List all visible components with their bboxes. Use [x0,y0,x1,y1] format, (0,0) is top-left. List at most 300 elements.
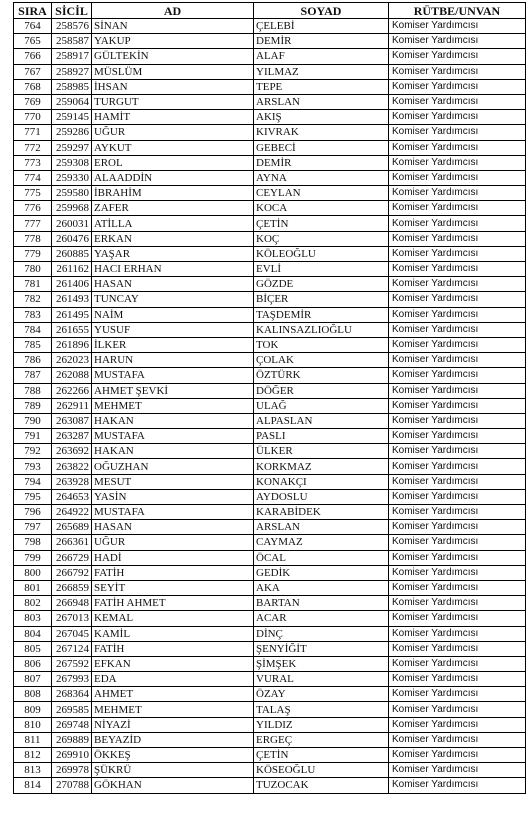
cell-rutbe: Komiser Yardımcısı [389,262,526,277]
cell-ad: ATİLLA [92,216,254,231]
table-row [14,353,526,368]
cell-ad: ŞÜKRÜ [92,763,254,778]
cell-sira: 769 [14,94,52,109]
cell-rutbe: Komiser Yardımcısı [389,489,526,504]
cell-ad: FATİH [92,641,254,656]
cell-soyad: CEYLAN [254,186,389,201]
cell-sira: 768 [14,79,52,94]
cell-ad: ALAADDİN [92,170,254,185]
cell-rutbe: Komiser Yardımcısı [389,322,526,337]
table-row [14,748,526,763]
table-row [14,717,526,732]
cell-ad: MUSTAFA [92,429,254,444]
cell-sira: 805 [14,641,52,656]
table-row [14,216,526,231]
cell-rutbe: Komiser Yardımcısı [389,292,526,307]
cell-sira: 787 [14,368,52,383]
table-row [14,307,526,322]
cell-soyad: DİNÇ [254,626,389,641]
cell-rutbe: Komiser Yardımcısı [389,19,526,34]
cell-sicil: 267045 [52,626,92,641]
cell-sira: 801 [14,580,52,595]
cell-sicil: 258587 [52,34,92,49]
cell-rutbe: Komiser Yardımcısı [389,231,526,246]
cell-sira: 797 [14,520,52,535]
cell-sira: 791 [14,429,52,444]
table-row [14,505,526,520]
cell-sicil: 264922 [52,505,92,520]
cell-sicil: 266729 [52,550,92,565]
table-row [14,656,526,671]
cell-sira: 795 [14,489,52,504]
cell-ad: MÜSLÜM [92,64,254,79]
cell-ad: İLKER [92,337,254,352]
personnel-table [13,2,526,794]
cell-sira: 781 [14,277,52,292]
cell-rutbe: Komiser Yardımcısı [389,748,526,763]
cell-sicil: 270788 [52,778,92,793]
cell-ad: ÖKKEŞ [92,748,254,763]
cell-soyad: GEBECİ [254,140,389,155]
table-row [14,641,526,656]
cell-soyad: ÖZTÜRK [254,368,389,383]
table-row [14,489,526,504]
cell-soyad: KARABİDEK [254,505,389,520]
cell-sicil: 260031 [52,216,92,231]
cell-ad: İHSAN [92,79,254,94]
cell-rutbe: Komiser Yardımcısı [389,49,526,64]
cell-rutbe: Komiser Yardımcısı [389,459,526,474]
cell-ad: NİYAZİ [92,717,254,732]
cell-ad: EDA [92,672,254,687]
cell-sicil: 266361 [52,535,92,550]
cell-rutbe: Komiser Yardımcısı [389,140,526,155]
cell-soyad: AYDOSLU [254,489,389,504]
cell-sira: 764 [14,19,52,34]
cell-sira: 776 [14,201,52,216]
cell-soyad: ÖCAL [254,550,389,565]
cell-sira: 809 [14,702,52,717]
table-row [14,94,526,109]
cell-ad: HASAN [92,520,254,535]
cell-sira: 806 [14,656,52,671]
cell-soyad: YILDIZ [254,717,389,732]
cell-rutbe: Komiser Yardımcısı [389,596,526,611]
cell-rutbe: Komiser Yardımcısı [389,505,526,520]
cell-soyad: ÇETİN [254,748,389,763]
cell-soyad: DEMİR [254,155,389,170]
cell-soyad: ÖZAY [254,687,389,702]
table-row [14,672,526,687]
cell-ad: KEMAL [92,611,254,626]
cell-sicil: 263287 [52,429,92,444]
table-row [14,34,526,49]
table-row [14,687,526,702]
cell-sicil: 269910 [52,748,92,763]
cell-ad: TURGUT [92,94,254,109]
cell-sira: 766 [14,49,52,64]
cell-soyad: ARSLAN [254,94,389,109]
cell-sicil: 262911 [52,398,92,413]
cell-soyad: KÖLEOĞLU [254,246,389,261]
cell-sira: 775 [14,186,52,201]
cell-rutbe: Komiser Yardımcısı [389,763,526,778]
cell-ad: İBRAHİM [92,186,254,201]
cell-sicil: 259968 [52,201,92,216]
cell-sicil: 259580 [52,186,92,201]
cell-rutbe: Komiser Yardımcısı [389,672,526,687]
cell-soyad: BİÇER [254,292,389,307]
cell-sira: 800 [14,565,52,580]
table-row [14,413,526,428]
cell-sira: 785 [14,337,52,352]
cell-sicil: 258927 [52,64,92,79]
table-row [14,49,526,64]
cell-sira: 778 [14,231,52,246]
header-sicil: SİCİL [52,3,92,19]
cell-rutbe: Komiser Yardımcısı [389,110,526,125]
table-row [14,170,526,185]
cell-soyad: KIVRAK [254,125,389,140]
cell-ad: SEYİT [92,580,254,595]
header-rutbe: RÜTBE/UNVAN [389,3,526,19]
table-row [14,596,526,611]
cell-sicil: 262088 [52,368,92,383]
cell-sira: 810 [14,717,52,732]
cell-rutbe: Komiser Yardımcısı [389,702,526,717]
cell-rutbe: Komiser Yardımcısı [389,641,526,656]
cell-sira: 788 [14,383,52,398]
cell-sicil: 260476 [52,231,92,246]
cell-rutbe: Komiser Yardımcısı [389,64,526,79]
cell-ad: GÖKHAN [92,778,254,793]
cell-sira: 793 [14,459,52,474]
cell-soyad: KÖSEOĞLU [254,763,389,778]
table-row [14,626,526,641]
cell-soyad: ŞİMŞEK [254,656,389,671]
cell-sicil: 269889 [52,732,92,747]
table-row [14,186,526,201]
cell-rutbe: Komiser Yardımcısı [389,565,526,580]
cell-sicil: 269978 [52,763,92,778]
table-row [14,732,526,747]
cell-sira: 814 [14,778,52,793]
cell-sicil: 259297 [52,140,92,155]
cell-sicil: 266859 [52,580,92,595]
cell-soyad: ÇETİN [254,216,389,231]
cell-sicil: 267124 [52,641,92,656]
cell-ad: AHMET [92,687,254,702]
cell-soyad: ÇOLAK [254,353,389,368]
table-row [14,140,526,155]
cell-sicil: 261162 [52,262,92,277]
cell-sira: 794 [14,474,52,489]
cell-sicil: 261493 [52,292,92,307]
cell-rutbe: Komiser Yardımcısı [389,307,526,322]
cell-sira: 796 [14,505,52,520]
cell-sira: 804 [14,626,52,641]
cell-rutbe: Komiser Yardımcısı [389,383,526,398]
cell-ad: BEYAZİD [92,732,254,747]
cell-rutbe: Komiser Yardımcısı [389,626,526,641]
cell-sira: 799 [14,550,52,565]
cell-ad: HAKAN [92,444,254,459]
cell-soyad: YILMAZ [254,64,389,79]
cell-soyad: AKIŞ [254,110,389,125]
cell-ad: YAKUP [92,34,254,49]
cell-rutbe: Komiser Yardımcısı [389,398,526,413]
cell-sicil: 267592 [52,656,92,671]
cell-sira: 773 [14,155,52,170]
cell-ad: HASAN [92,277,254,292]
cell-soyad: TEPE [254,79,389,94]
cell-sicil: 263928 [52,474,92,489]
cell-ad: MEHMET [92,398,254,413]
cell-sira: 770 [14,110,52,125]
cell-rutbe: Komiser Yardımcısı [389,337,526,352]
cell-ad: TUNCAY [92,292,254,307]
cell-rutbe: Komiser Yardımcısı [389,277,526,292]
cell-sira: 789 [14,398,52,413]
cell-rutbe: Komiser Yardımcısı [389,353,526,368]
cell-soyad: PASLI [254,429,389,444]
table-row [14,19,526,34]
cell-sicil: 258576 [52,19,92,34]
cell-sicil: 269748 [52,717,92,732]
cell-ad: YASİN [92,489,254,504]
cell-ad: OĞUZHAN [92,459,254,474]
header-row [14,3,526,19]
cell-sira: 798 [14,535,52,550]
table-row [14,246,526,261]
cell-ad: HAMİT [92,110,254,125]
cell-soyad: AKA [254,580,389,595]
cell-rutbe: Komiser Yardımcısı [389,34,526,49]
cell-rutbe: Komiser Yardımcısı [389,778,526,793]
cell-sira: 772 [14,140,52,155]
cell-sicil: 258985 [52,79,92,94]
table-row [14,580,526,595]
cell-sicil: 261896 [52,337,92,352]
cell-soyad: GÖZDE [254,277,389,292]
cell-rutbe: Komiser Yardımcısı [389,186,526,201]
cell-sicil: 265689 [52,520,92,535]
cell-ad: UĞUR [92,535,254,550]
cell-sira: 792 [14,444,52,459]
table-row [14,429,526,444]
cell-soyad: KOÇ [254,231,389,246]
cell-sira: 782 [14,292,52,307]
cell-rutbe: Komiser Yardımcısı [389,170,526,185]
cell-soyad: ŞENYİĞİT [254,641,389,656]
table-row [14,292,526,307]
table-row [14,565,526,580]
cell-soyad: ALAF [254,49,389,64]
cell-ad: FATİH AHMET [92,596,254,611]
cell-soyad: TALAŞ [254,702,389,717]
cell-ad: GÜLTEKİN [92,49,254,64]
cell-rutbe: Komiser Yardımcısı [389,520,526,535]
header-ad: AD [92,3,254,19]
cell-sira: 784 [14,322,52,337]
cell-soyad: ARSLAN [254,520,389,535]
cell-sicil: 266948 [52,596,92,611]
cell-soyad: BARTAN [254,596,389,611]
cell-sira: 790 [14,413,52,428]
cell-sira: 808 [14,687,52,702]
cell-sicil: 261495 [52,307,92,322]
cell-ad: HAKAN [92,413,254,428]
cell-ad: YAŞAR [92,246,254,261]
cell-rutbe: Komiser Yardımcısı [389,550,526,565]
table-row [14,322,526,337]
cell-ad: FATİH [92,565,254,580]
cell-rutbe: Komiser Yardımcısı [389,580,526,595]
cell-rutbe: Komiser Yardımcısı [389,246,526,261]
cell-soyad: ÜLKER [254,444,389,459]
cell-soyad: ULAĞ [254,398,389,413]
cell-sicil: 261655 [52,322,92,337]
cell-sicil: 259308 [52,155,92,170]
cell-soyad: TUZOCAK [254,778,389,793]
cell-soyad: KONAKÇI [254,474,389,489]
cell-sira: 786 [14,353,52,368]
cell-sira: 774 [14,170,52,185]
cell-ad: ZAFER [92,201,254,216]
table-row [14,262,526,277]
header-sira: SIRA [14,3,52,19]
table-row [14,702,526,717]
cell-sicil: 261406 [52,277,92,292]
table-row [14,277,526,292]
cell-ad: HARUN [92,353,254,368]
cell-rutbe: Komiser Yardımcısı [389,155,526,170]
cell-rutbe: Komiser Yardımcısı [389,687,526,702]
cell-soyad: ALPASLAN [254,413,389,428]
cell-rutbe: Komiser Yardımcısı [389,125,526,140]
cell-rutbe: Komiser Yardımcısı [389,94,526,109]
table-header [14,3,526,19]
cell-sicil: 269585 [52,702,92,717]
cell-soyad: ERGEÇ [254,732,389,747]
cell-soyad: ÇELEBİ [254,19,389,34]
cell-rutbe: Komiser Yardımcısı [389,535,526,550]
cell-ad: SİNAN [92,19,254,34]
cell-sicil: 263087 [52,413,92,428]
table-row [14,337,526,352]
cell-rutbe: Komiser Yardımcısı [389,429,526,444]
cell-rutbe: Komiser Yardımcısı [389,444,526,459]
cell-sicil: 263822 [52,459,92,474]
table-row [14,155,526,170]
cell-ad: EROL [92,155,254,170]
cell-soyad: DÖĞER [254,383,389,398]
cell-sicil: 264653 [52,489,92,504]
cell-ad: HADİ [92,550,254,565]
cell-soyad: KORKMAZ [254,459,389,474]
cell-soyad: TOK [254,337,389,352]
cell-ad: KAMİL [92,626,254,641]
cell-sicil: 263692 [52,444,92,459]
table-row [14,763,526,778]
personnel-list-sheet [13,2,525,794]
cell-sira: 777 [14,216,52,231]
table-row [14,520,526,535]
cell-sicil: 259330 [52,170,92,185]
cell-soyad: ACAR [254,611,389,626]
cell-ad: MUSTAFA [92,505,254,520]
table-row [14,125,526,140]
cell-soyad: KALINSAZLIOĞLU [254,322,389,337]
header-soyad: SOYAD [254,3,389,19]
cell-rutbe: Komiser Yardımcısı [389,717,526,732]
cell-soyad: AYNA [254,170,389,185]
cell-sira: 802 [14,596,52,611]
table-row [14,79,526,94]
cell-sira: 780 [14,262,52,277]
cell-sira: 813 [14,763,52,778]
cell-sicil: 266792 [52,565,92,580]
cell-rutbe: Komiser Yardımcısı [389,201,526,216]
cell-ad: MEHMET [92,702,254,717]
cell-sira: 803 [14,611,52,626]
table-body [14,19,526,794]
cell-ad: YUSUF [92,322,254,337]
cell-rutbe: Komiser Yardımcısı [389,611,526,626]
cell-sicil: 259064 [52,94,92,109]
cell-ad: AHMET ŞEVKİ [92,383,254,398]
cell-rutbe: Komiser Yardımcısı [389,368,526,383]
cell-soyad: CAYMAZ [254,535,389,550]
cell-rutbe: Komiser Yardımcısı [389,216,526,231]
cell-soyad: KOCA [254,201,389,216]
cell-rutbe: Komiser Yardımcısı [389,732,526,747]
table-row [14,474,526,489]
cell-sira: 812 [14,748,52,763]
cell-sicil: 267013 [52,611,92,626]
cell-soyad: TAŞDEMİR [254,307,389,322]
cell-sicil: 267993 [52,672,92,687]
cell-sicil: 260885 [52,246,92,261]
cell-ad: AYKUT [92,140,254,155]
table-row [14,231,526,246]
cell-ad: MESUT [92,474,254,489]
table-row [14,444,526,459]
cell-rutbe: Komiser Yardımcısı [389,656,526,671]
cell-soyad: VURAL [254,672,389,687]
cell-soyad: EVLİ [254,262,389,277]
cell-ad: MUSTAFA [92,368,254,383]
cell-sira: 783 [14,307,52,322]
table-row [14,535,526,550]
table-row [14,459,526,474]
cell-sira: 771 [14,125,52,140]
cell-sicil: 259286 [52,125,92,140]
table-row [14,383,526,398]
cell-ad: ERKAN [92,231,254,246]
cell-sicil: 258917 [52,49,92,64]
cell-sira: 765 [14,34,52,49]
cell-sicil: 262266 [52,383,92,398]
cell-sira: 779 [14,246,52,261]
table-row [14,368,526,383]
cell-rutbe: Komiser Yardımcısı [389,79,526,94]
table-row [14,110,526,125]
cell-sira: 811 [14,732,52,747]
table-row [14,201,526,216]
cell-sicil: 268364 [52,687,92,702]
cell-sira: 767 [14,64,52,79]
